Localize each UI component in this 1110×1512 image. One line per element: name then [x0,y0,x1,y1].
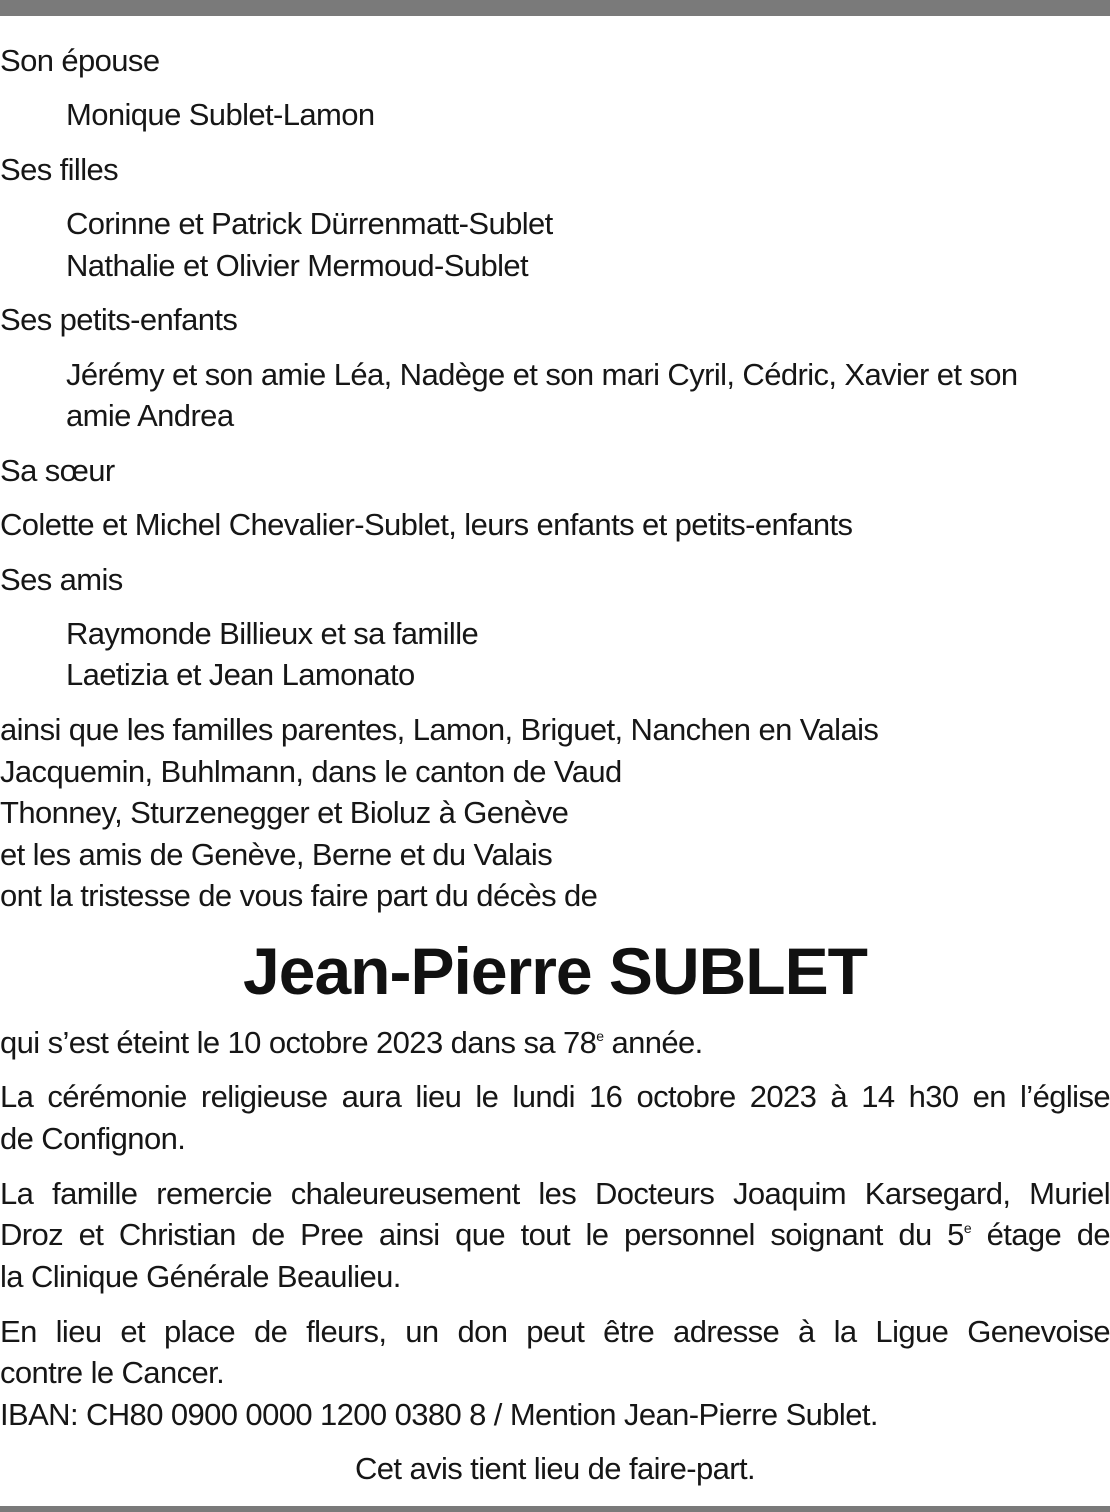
relatives-line-3: Thonney, Sturzenegger et Bioluz à Genève [0,795,569,830]
grandchildren-line-2: amie Andrea [66,398,234,433]
daughter-line-1: Corinne et Patrick Dürrenmatt-Sublet [66,206,553,241]
deceased-name: Jean-Pierre SUBLET [243,934,867,1008]
friends-heading: Ses amis [0,562,123,597]
grandchildren-line-1: Jérémy et son amie Léa, Nadège et son mari Cyril, Cédric, Xavier et son [66,357,1018,392]
relatives-line-1: ainsi que les familles parentes, Lamon, Briguet, Nanchen en Valais [0,712,879,747]
spouse-name: Monique Sublet-Lamon [66,97,375,132]
donation-line-1: En lieu et place de fleurs, un don peut être adresse à la Ligue Genevoise [0,1314,1110,1349]
sister-heading: Sa sœur [0,453,115,488]
thanks-line-2-text: Droz et Christian de Pree ainsi que tout le personnel soignant du 5 [0,1217,964,1252]
friend-line-2: Laetizia et Jean Lamonato [66,657,415,692]
thanks-line-2-end: étage de [971,1217,1110,1252]
grandchildren-heading: Ses petits-enfants [0,302,238,337]
friend-line-1: Raymonde Billieux et sa famille [66,616,479,651]
relatives-line-4: et les amis de Genève, Berne et du Valais [0,837,553,872]
top-divider-bar [0,0,1110,16]
daughter-line-2: Nathalie et Olivier Mermoud-Sublet [66,248,529,283]
death-notice-superscript: e [596,1028,604,1044]
iban-line: IBAN: CH80 0900 0000 1200 0380 8 / Mention Jean-Pierre Sublet. [0,1397,878,1432]
thanks-line-2-superscript: e [963,1220,971,1236]
bottom-divider-bar [0,1506,1110,1512]
relatives-line-2: Jacquemin, Buhlmann, dans le canton de Vaud [0,754,622,789]
ceremony-line-1: La cérémonie religieuse aura lieu le lundi 16 octobre 2023 à 14 h30 en l’église [0,1079,1110,1114]
death-notice-text: qui s’est éteint le 10 octobre 2023 dans sa 78 [0,1025,597,1060]
death-notice [0,1027,703,1058]
thanks-line-1: La famille remercie chaleureusement les Docteurs Joaquim Karsegard, Muriel [0,1176,1110,1211]
death-notice-end: année. [603,1025,703,1060]
daughters-heading: Ses filles [0,152,119,187]
spouse-heading: Son épouse [0,43,160,78]
relatives-line-5: ont la tristesse de vous faire part du décès de [0,878,598,913]
donation-line-2: contre le Cancer. [0,1355,225,1390]
thanks-line-2 [0,1219,1110,1250]
closing-line: Cet avis tient lieu de faire-part. [354,1451,756,1486]
sister-line: Colette et Michel Chevalier-Sublet, leurs enfants et petits-enfants [0,507,853,542]
thanks-line-3: la Clinique Générale Beaulieu. [0,1259,401,1294]
ceremony-line-2: de Confignon. [0,1121,186,1156]
